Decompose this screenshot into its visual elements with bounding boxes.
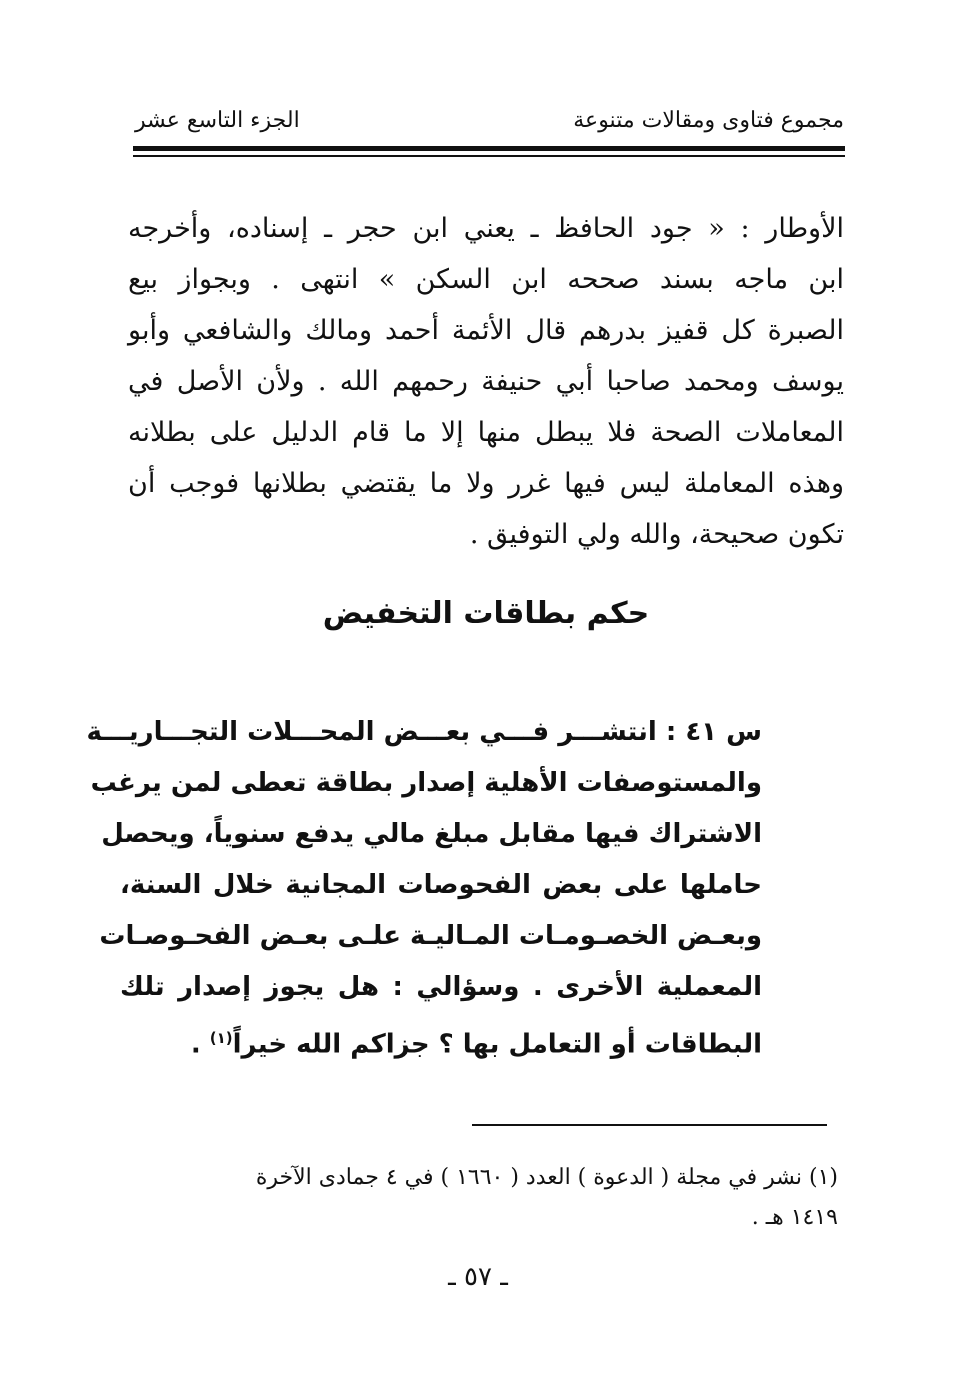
footnote-marker: (١) <box>209 1029 233 1047</box>
running-header-volume: الجزء التاسع عشر <box>135 108 300 133</box>
paragraph-continuation <box>128 203 844 560</box>
text-line: الصبرة كل قفيز بدرهم قال الأئمة أحمد ومالك والشافعي وأبو <box>128 315 844 346</box>
text-line: الأوطار : « جود الحافظ ـ يعني ابن حجر ـ إسناده، وأخرجه <box>128 213 844 244</box>
question-line: والمستوصفات الأهلية إصدار بطاقة تعطى لمن يرغب <box>90 768 762 798</box>
header-rule-thin <box>133 155 845 157</box>
question-line-last <box>120 1013 762 1071</box>
footnote-line: ١٤١٩ هـ . <box>751 1205 838 1230</box>
running-header-book-title: مجموع فتاوى ومقالات متنوعة <box>573 108 844 133</box>
question-paragraph <box>86 707 762 1071</box>
question-line: وبعـض الخصـومـات المـاليـة علـى بعـض الفحـوصـات <box>99 921 762 951</box>
footnote <box>118 1158 838 1238</box>
question-line: المعملية الأخرى . وسؤالي : هل يجوز إصدار تلك <box>120 972 762 1002</box>
page-number: ـ ٥٧ ـ <box>448 1262 508 1292</box>
header-rule-thick <box>133 146 845 151</box>
question-line: س ٤١ : انتشـــر فـــي بعـــض المحـــلات التجـــاريـــة <box>86 717 762 747</box>
question-line: الاشتراك فيها مقابل مبلغ مالي يدفع سنوياً، ويحصل <box>101 819 762 849</box>
question-line: حاملها على بعض الفحوصات المجانية خلال السنة، <box>120 870 762 900</box>
section-heading: حكم بطاقات التخفيض <box>322 596 650 631</box>
text-line: يوسف ومحمد صاحبا أبي حنيفة رحمهم الله . ولأن الأصل في <box>128 366 844 397</box>
footnote-rule <box>472 1124 827 1126</box>
end-mark: . <box>190 1029 201 1060</box>
question-line: البطاقات أو التعامل بها ؟ جزاكم الله خيراً <box>232 1029 762 1060</box>
footnote-line: (١) نشر في مجلة ( الدعوة ) العدد ( ١٦٦٠ ) في ٤ جمادى الآخرة <box>255 1165 838 1190</box>
text-line: المعاملات الصحة فلا يبطل منها إلا ما قام الدليل على بطلانه <box>128 417 844 448</box>
text-line: وهذه المعاملة ليس فيها غرر ولا ما يقتضي بطلانها فوجب أن <box>128 468 844 499</box>
text-line: تكون صحيحة، والله ولي التوفيق . <box>469 519 844 550</box>
text-line: ابن ماجه بسند صححه ابن السكن » انتهى . وبجواز بيع <box>128 264 844 295</box>
